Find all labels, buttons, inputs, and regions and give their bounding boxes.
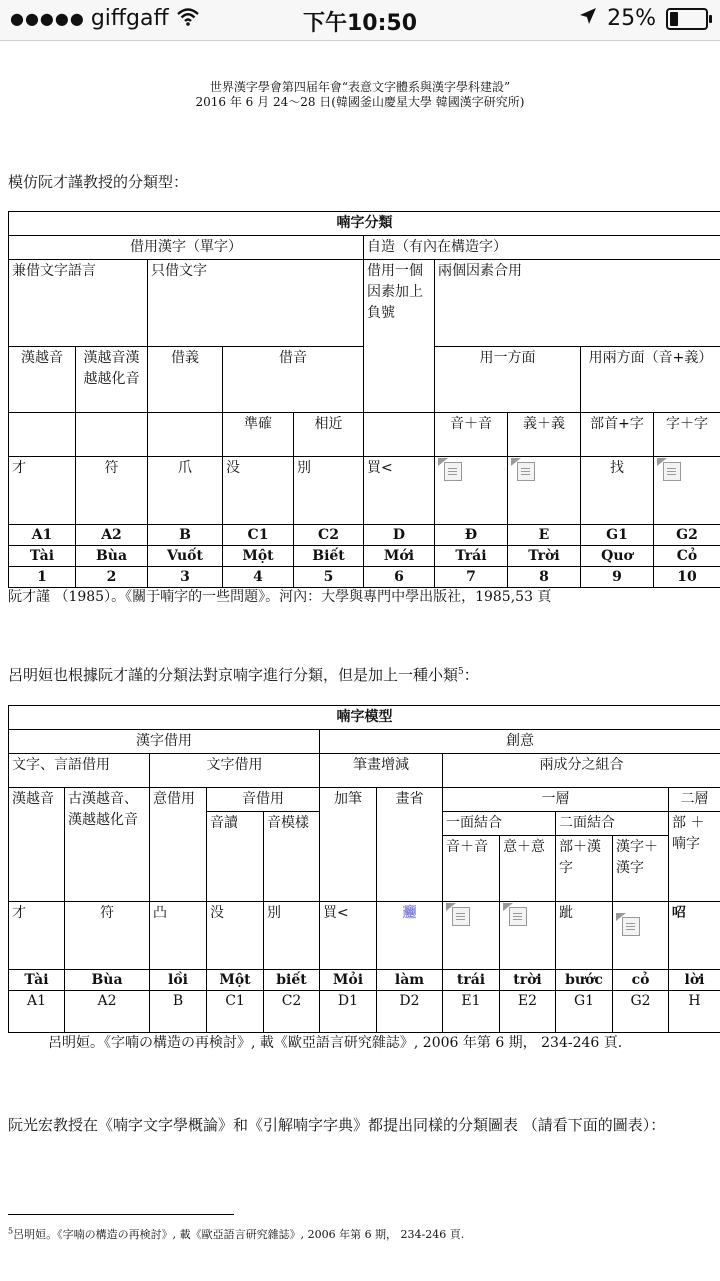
table1-empty	[9, 413, 76, 457]
conference-line-1: 世界漢字學會第四届年會“表意文字體系與漢字學科建設”	[209, 80, 511, 94]
table2-addstroke: 加筆	[320, 788, 377, 902]
table1-empty	[148, 413, 223, 457]
footnote	[8, 1226, 464, 1242]
table1-sound: 借音	[223, 347, 364, 413]
table1-word: Cỏ	[654, 546, 720, 567]
table1-num: 9	[581, 567, 654, 588]
missing-image-icon	[503, 903, 527, 925]
table2-charborrow: 文字借用	[150, 754, 320, 788]
table2-create-header: 創意	[320, 730, 720, 754]
table1-word: Trời	[508, 546, 581, 567]
table2-word: cỏ	[613, 970, 669, 991]
table1-code: G2	[654, 525, 720, 546]
table2-example-cell	[443, 902, 500, 970]
table-nom-classification	[8, 211, 720, 588]
table1-self-header: 自造（有內在構造字）	[364, 236, 720, 260]
table1-example-cell	[508, 457, 581, 525]
footnote-number: 5	[8, 1226, 14, 1236]
table1-code: C2	[294, 525, 364, 546]
table1-onedir: 用一方面	[435, 347, 581, 413]
intro2-end: ：	[463, 666, 479, 684]
table1-hanyue: 漢越音	[9, 347, 76, 413]
table2-example-cell: 凸	[150, 902, 207, 970]
table2-example-cell: 符	[65, 902, 150, 970]
table-nom-model	[8, 705, 720, 1033]
table1-example-cell: 符	[76, 457, 148, 525]
table1-word: Quơ	[581, 546, 654, 567]
table2-code: C2	[264, 991, 320, 1033]
missing-image-icon	[657, 458, 681, 480]
table2-example-cell: 跐	[556, 902, 613, 970]
table2-word: lời	[669, 970, 720, 991]
table2-example-cell: 別	[264, 902, 320, 970]
table1-num-row	[9, 567, 720, 588]
table2-word: biết	[264, 970, 320, 991]
status-right	[579, 6, 708, 31]
intro-paragraph-3: 阮光宏教授在《喃字文字學概論》和《引解喃字字典》都提出同樣的分類圖表 （請看下面的圖表）：	[8, 1116, 666, 1134]
battery-icon	[666, 8, 708, 30]
table2-example-cell: 𠰉	[669, 902, 720, 970]
table1-example-cell	[654, 457, 720, 525]
table1-charchar: 字＋字	[654, 413, 720, 457]
table1-code-row	[9, 525, 720, 546]
status-bar	[0, 0, 720, 41]
table2-charlang: 文字、言語借用	[9, 754, 150, 788]
footnote-divider	[8, 1214, 234, 1215]
table1-meaning: 借義	[148, 347, 223, 413]
table2-code: D2	[377, 991, 443, 1033]
table2-example-cell: 才	[9, 902, 65, 970]
table2-combo: 兩成分之組合	[443, 754, 720, 788]
table1-code: Đ	[435, 525, 508, 546]
table1-word: Biết	[294, 546, 364, 567]
carrier-area	[10, 6, 199, 31]
table2-hanyue: 漢越音	[9, 788, 65, 902]
table2-meanmean: 意＋意	[500, 836, 556, 902]
table2-imitation: 音模樣	[264, 812, 320, 902]
table2-example-cell: 買<	[320, 902, 377, 970]
table1-example-cell: 才	[9, 457, 76, 525]
table1-num: 7	[435, 567, 508, 588]
table1-twodir: 用兩方面（音+義）	[581, 347, 720, 413]
table1-word: Mới	[364, 546, 435, 567]
table2-code: E2	[500, 991, 556, 1033]
table2-code: H	[669, 991, 720, 1033]
missing-image-icon	[511, 458, 535, 480]
table1-num: 6	[364, 567, 435, 588]
table1-num: 2	[76, 567, 148, 588]
table1-near: 相近	[294, 413, 364, 457]
table2-code: A1	[9, 991, 65, 1033]
table2-word-row	[9, 970, 720, 991]
table1-meanmean: 義＋義	[508, 413, 581, 457]
table2-borrow-header: 漢字借用	[9, 730, 320, 754]
table2-radchar: 部＋漢字	[556, 836, 613, 902]
table1-code: A1	[9, 525, 76, 546]
missing-image-icon	[616, 913, 640, 935]
table1-num: 4	[223, 567, 294, 588]
table2-code: G1	[556, 991, 613, 1033]
table1-empty	[364, 413, 435, 457]
table1-word: Tài	[9, 546, 76, 567]
table2-title: 喃字模型	[9, 706, 720, 730]
missing-image-icon	[446, 903, 470, 925]
table2-charchar: 漢字＋漢字	[613, 836, 669, 902]
table1-num: 10	[654, 567, 720, 588]
location-arrow-icon	[579, 6, 597, 31]
table1-example-cell: 爪	[148, 457, 223, 525]
table1-example-cell: 買<	[364, 457, 435, 525]
table2-word: trái	[443, 970, 500, 991]
table1-code: E	[508, 525, 581, 546]
table1-example-cell: 別	[294, 457, 364, 525]
table1-twofactor-header: 兩個因素合用	[435, 260, 720, 347]
table1-radchar: 部首+字	[581, 413, 654, 457]
table1-onefactor-header: 借用一個因素加上負號	[364, 260, 435, 413]
table2-example-cell	[613, 902, 669, 970]
conference-line-2: 2016 年 6 月 24～28 日(韓國釜山慶星大學 韓國漢字研究所)	[195, 95, 525, 109]
footnote-text: 呂明姮。《字喃の構造の再検討》, 載《歐亞語言研究雜誌》, 2006 年第 6 期， 234-246 頁.	[13, 1228, 465, 1241]
table1-num: 8	[508, 567, 581, 588]
table2-word: Mỏi	[320, 970, 377, 991]
table2-radmouth: 部 ＋喃字	[669, 812, 720, 902]
table1-sndsnd: 音＋音	[435, 413, 508, 457]
table2-word: lồi	[150, 970, 207, 991]
table1-word: Trái	[435, 546, 508, 567]
table2-word: Bùa	[65, 970, 150, 991]
table1-word: Vuốt	[148, 546, 223, 567]
table2-stroke: 筆畫增減	[320, 754, 443, 788]
table2-twoside: 二面結合	[556, 812, 669, 836]
intro2-text: 呂明姮也根據阮才謹的分類法對京喃字進行分類，但是加上一種小類	[8, 666, 459, 684]
table1-code: A2	[76, 525, 148, 546]
table1-example-cell	[435, 457, 508, 525]
table2-sndsnd: 音＋音	[443, 836, 500, 902]
source-citation-2: 呂明姮。《字喃の構造の再検討》, 載《歐亞語言研究雜誌》, 2006 年第 6 期， 234-246 頁.	[48, 1035, 623, 1051]
carrier-name: giffgaff	[90, 6, 169, 31]
table2-code: D1	[320, 991, 377, 1033]
battery-percent: 25%	[607, 6, 656, 31]
table2-twolayer: 二層	[669, 788, 720, 812]
table2-oneside: 一面結合	[443, 812, 556, 836]
conference-header	[0, 80, 720, 110]
table1-both-header: 兼借文字語言	[9, 260, 148, 347]
intro-paragraph-2	[8, 664, 479, 685]
table2-reading: 音讀	[207, 812, 264, 902]
battery-fill	[670, 12, 678, 26]
table2-code: G2	[613, 991, 669, 1033]
table2-word: làm	[377, 970, 443, 991]
source-citation-1: 阮才謹 （1985）。《關于喃字的一些問題》。河內：大學與專門中學出版社，1985,53 頁	[8, 589, 552, 605]
table1-hanyue2: 漢越音漢越越化音	[76, 347, 148, 413]
table1-onlychar-header: 只借文字	[148, 260, 364, 347]
table1-borrow-header: 借用漢字（單字）	[9, 236, 364, 260]
table1-code: D	[364, 525, 435, 546]
table1-word-row	[9, 546, 720, 567]
table2-example-cell: 没	[207, 902, 264, 970]
table2-code-row	[9, 991, 720, 1033]
table1-word: Một	[223, 546, 294, 567]
table2-code: B	[150, 991, 207, 1033]
table2-code: E1	[443, 991, 500, 1033]
wifi-icon	[177, 7, 199, 31]
table2-sound: 音借用	[207, 788, 320, 812]
table2-word: Tài	[9, 970, 65, 991]
table2-code: A2	[65, 991, 150, 1033]
table2-ancient: 古漢越音、漢越越化音	[65, 788, 150, 902]
missing-image-icon	[438, 458, 462, 480]
table2-cutstroke: 畫省	[377, 788, 443, 902]
footnote-ref[interactable]: 5	[458, 667, 464, 677]
table2-example-cell: 𰻞	[377, 902, 443, 970]
table1-exact: 準確	[223, 413, 294, 457]
table1-num: 5	[294, 567, 364, 588]
status-time: 下午10:50	[302, 11, 418, 36]
table1-num: 3	[148, 567, 223, 588]
table2-word: trời	[500, 970, 556, 991]
table1-title: 喃字分類	[9, 212, 720, 236]
table1-example-cell: 找	[581, 457, 654, 525]
table1-num: 1	[9, 567, 76, 588]
table2-code: C1	[207, 991, 264, 1033]
table2-word: bước	[556, 970, 613, 991]
table1-code: C1	[223, 525, 294, 546]
table1-empty	[76, 413, 148, 457]
signal-dots: ●●●●●	[10, 9, 85, 28]
table1-word: Bùa	[76, 546, 148, 567]
table2-meaning: 意借用	[150, 788, 207, 902]
table1-code: B	[148, 525, 223, 546]
intro-paragraph-1: 模仿阮才謹教授的分類型：	[8, 173, 189, 191]
table2-onelayer: 一層	[443, 788, 669, 812]
table2-example-cell	[500, 902, 556, 970]
table1-example-cell: 没	[223, 457, 294, 525]
table1-code: G1	[581, 525, 654, 546]
table2-word: Một	[207, 970, 264, 991]
